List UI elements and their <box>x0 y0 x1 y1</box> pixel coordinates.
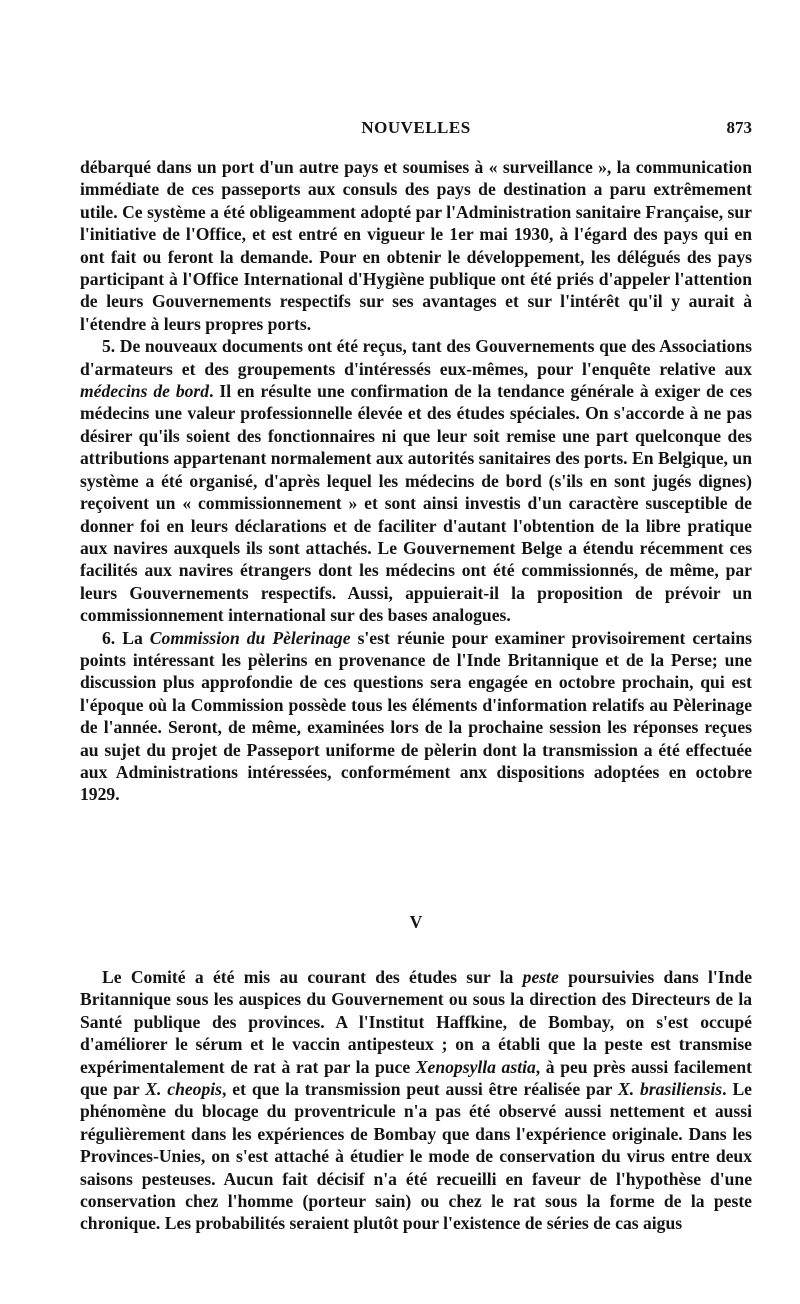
paragraph-5-italic: médecins de bord <box>80 381 210 402</box>
plague-text-3: , à peu près aussi facilement que par <box>80 1056 752 1100</box>
paragraph-5-text-a: 5. De nouveaux documents ont été reçus, tant des Gouvernements que des Associations d'armateurs et des groupements d'intéressés eux-mêmes, pour l'enquête relative aux <box>80 336 752 379</box>
plague-italic-3: X. cheopis <box>145 1079 223 1100</box>
paragraph-6-text-b: s'est réunie pour examiner provisoirement certains points intéressant les pèlerins en provenance de l'Inde Britannique et de la Perse; une discussion plus approfondie de ces questions sera engagée en octobre prochain, qui est l'époque où la Commission possède tous les éléments d'information relatifs au Pèlerinage de l'année. Seront, de même, examinées lors de la prochaine session les réponses reçues au sujet du projet de Passeport uniforme de pèlerin dont la transmission a été effectuée aux Administrations intéressées, conformément anx dispositions adoptées en octobre 1929. <box>80 627 753 805</box>
paragraph-6 <box>80 627 752 806</box>
text-block-lower <box>80 966 752 1235</box>
plague-italic-4: X. brasiliensis <box>618 1079 723 1100</box>
paragraph-6-text-a: 6. La <box>102 627 150 648</box>
running-title: NOUVELLES <box>361 118 471 137</box>
plague-text-5: . Le phénomène du blocage du proventricule n'a pas été observé aussi nettement et aussi régulièrement dans les expériences de Bombay que dans l'expérience originale. Dans les Provinces-Unies, on s'est attaché à étudier le mode de conservation du virus entre deux saisons pesteuses. Aucun fait décisif n'a été recueilli en faveur de l'hypothèse d'une conservation chez l'homme (porteur sain) ou chez le rat sous la forme de la peste chronique. Les probabilités seraient plutôt pour l'existence de séries de cas aigus <box>80 1079 752 1234</box>
plague-italic-2: Xenopsylla astia <box>415 1056 536 1077</box>
paragraph-plague <box>80 966 752 1235</box>
plague-text-1: Le Comité a été mis au courant des études sur la <box>102 967 523 987</box>
section-heading-v: V <box>409 912 423 932</box>
text-block-upper <box>80 156 752 806</box>
paragraph-continuation: débarqué dans un port d'un autre pays et soumises à « surveillance », la communication immédiate de ces passeports aux consuls des pays de destination a paru extrêmement utile. Ce système a été obligeamment adopté par l'Administration sanitaire Française, sur l'initiative de l'Office, et est entré en vigueur le 1er mai 1930, à l'égard des pays qui en ont fait ou feront la demande. Pour en obtenir le développement, les délégués des pays participant à l'Office International d'Hygiène publique ont été priés d'appeler l'attention de leurs Gouvernements respectifs sur ses avantages et sur l'intérêt qu'il y aurait à l'étendre à leurs propres ports. <box>80 157 752 334</box>
plague-text-4: , et que la transmission peut aussi être réalisée par <box>222 1079 618 1100</box>
plague-text-2: poursuivies dans l'Inde Britannique sous les auspices du Gouvernement ou sous la direction des Directeurs de la Santé publique des provinces. A l'Institut Haffkine, de Bombay, on s'est occupé d'améliorer le sérum et le vaccin antipesteux ; on a établi que la peste est transmise expérimentalement de rat à rat par la puce <box>80 967 752 1077</box>
paragraph-5 <box>80 335 752 626</box>
paragraph-6-italic: Commission du Pèlerinage <box>149 627 351 648</box>
page-header <box>80 118 752 144</box>
plague-italic-1: peste <box>522 967 559 987</box>
paragraph-5-text-b: . Il en résulte une confirmation de la tendance générale à exiger de ces médecins une valeur professionnelle élevée et des études spéciales. On s'accorde à ne pas désirer qu'ils soient des fonctionnaires ni que leur soit remise une part quelconque des attributions appartenant normalement aux autorités sanitaires des ports. En Belgique, un système a été organisé, d'après lequel les médecins de bord (s'ils en sont jugés dignes) reçoivent un « commissionnement » et sont ainsi investis d'un caractère susceptible de donner foi en leurs déclarations et de faciliter d'autant l'obtention de la libre pratique aux navires auxquels ils sont attachés. Le Gouvernement Belge a étendu récemment ces facilités aux navires étrangers dont les médecins ont été commissionnés, de même, par leurs Gouvernements respectifs. Aussi, appuierait-il la proposition de prévoir un commissionnement international sur des bases analogues. <box>80 381 752 626</box>
page-number: 873 <box>726 118 752 137</box>
